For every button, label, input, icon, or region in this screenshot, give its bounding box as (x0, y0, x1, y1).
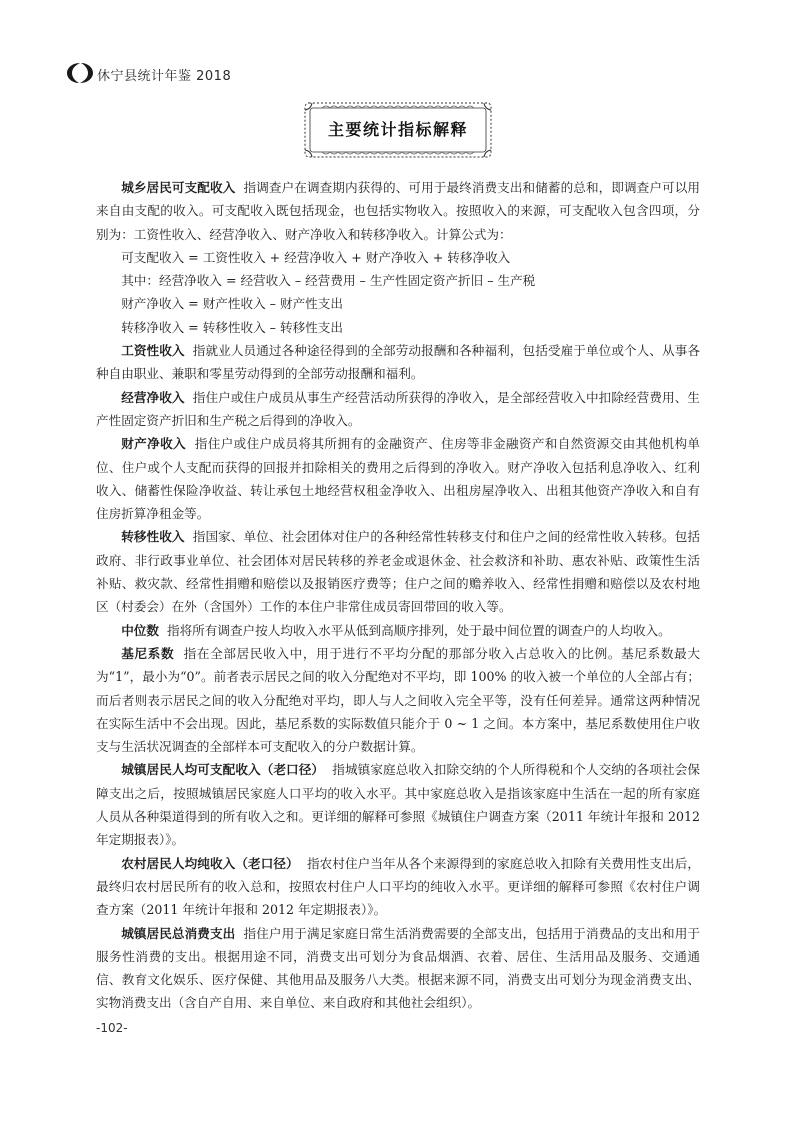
paragraph-text: 转移净收入 = 转移性收入 – 转移性支出 (121, 319, 343, 335)
paragraph-text: 财产净收入 = 财产性收入 – 财产性支出 (121, 296, 343, 312)
paragraph-text: 指住户或住户成员将其所拥有的金融资产、住房等非金融资产和自然资源交由其他机构单位、住户或个人支配而获得的回报并扣除相关的费用之后得到的净收入。财产净收入包括利息净收入、红利收入、储蓄性保险净收益、转让承包土地经营权租金净收入、出租房屋净收入、出租其他资产净收入和自有住房折算净租金等。 (96, 436, 701, 522)
page-header (66, 60, 366, 86)
section-title-frame (302, 100, 494, 160)
paragraph (96, 642, 700, 758)
term-heading: 经营净收入 (121, 389, 185, 405)
yearbook-logo-icon (66, 61, 94, 89)
main-content (96, 176, 700, 1015)
page-number: -102- (96, 1021, 128, 1035)
term-heading: 工资性收入 (121, 343, 185, 359)
yearbook-title: 休宁县统计年鉴 2018 (97, 69, 232, 84)
term-heading: 基尼系数 (121, 645, 175, 661)
formula-line (96, 316, 700, 339)
paragraph (96, 176, 700, 246)
paragraph (96, 339, 700, 386)
formula-line (96, 292, 700, 315)
term-heading: 城镇居民总消费支出 (121, 925, 236, 941)
paragraph (96, 619, 700, 642)
paragraph (96, 386, 700, 433)
term-heading: 城乡居民可支配收入 (121, 180, 236, 195)
term-heading: 财产净收入 (121, 436, 187, 452)
paragraph (96, 852, 700, 922)
paragraph-text: 指在全部居民收入中，用于进行不平均分配的那部分收入占总收入的比例。基尼系数最大为“1”，最小为“0”。前者表示居民之间的收入分配绝对不平均，即 100% 的收入被一个单位的人全部占有；而后者则表示居民之间的收入分配绝对平均，即人与人之间收入完全平等，没有任何差异。通常这两种情况在实际生活中不会出现。因此，基尼系数的实际数值只能介于 0 ~ 1 之间。本方案中，基尼系数使用住户收支与生活状况调查的全部样本可支配收入的分户数据计算。 (96, 645, 701, 755)
paragraph (96, 525, 700, 618)
paragraph-text: 指将所有调查户按人均收入水平从低到高顺序排列，处于最中间位置的调查户的人均收入。 (166, 622, 671, 638)
term-heading: 农村居民人均纯收入（老口径） (121, 855, 299, 871)
paragraph (96, 432, 700, 525)
paragraph (96, 758, 700, 851)
formula-line (96, 246, 700, 269)
paragraph-text: 指国家、单位、社会团体对住户的各种经常性转移支付和住户之间的经常性收入转移。包括政府、非行政事业单位、社会团体对居民转移的养老金或退休金、社会救济和补助、惠农补贴、政策性生活补贴、救灾款、经常性捐赠和赔偿以及报销医疗费等；住户之间的赡养收入、经常性捐赠和赔偿以及农村地区（村委会）在外（含国外）工作的本住户非常住成员寄回带回的收入等。 (96, 529, 701, 615)
paragraph-text: 指城镇家庭总收入扣除交纳的个人所得税和个人交纳的各项社会保障支出之后，按照城镇居民家庭人口平均的收入水平。其中家庭总收入是指该家庭中生活在一起的所有家庭人员从各种渠道得到的所有收入之和。更详细的解释可参照《城镇住户调查方案（2011 年统计年报和 2012 年定期报表）》。 (96, 762, 700, 848)
paragraph-text: 指农村住户当年从各个来源得到的家庭总收入扣除有关费用性支出后，最终归农村居民所有的收入总和，按照农村住户人口平均的纯收入水平。更详细的解释可参照《农村住户调查方案（2011 年统计年报和 2012 年定期报表）》。 (96, 855, 701, 918)
section-title: 主要统计指标解释 (327, 120, 468, 139)
paragraph (96, 922, 700, 1015)
term-heading: 城镇居民人均可支配收入（老口径） (121, 762, 325, 778)
term-heading: 中位数 (121, 622, 159, 638)
paragraph-text: 其中：经营净收入 = 经营收入 – 经营费用 – 生产性固定资产折旧 – 生产税 (121, 273, 536, 289)
paragraph-text: 指住户或住户成员从事生产经营活动所获得的净收入，是全部经营收入中扣除经营费用、生产性固定资产折旧和生产税之后得到的净收入。 (96, 389, 701, 428)
term-heading: 转移性收入 (121, 529, 185, 545)
paragraph-text: 指调查户在调查期内获得的、可用于最终消费支出和储蓄的总和，即调查户可以用来自由支配的收入。可支配收入既包括现金，也包括实物收入。按照收入的来源，可支配收入包含四项，分别为：工资性收入、经营净收入、财产净收入和转移净收入。计算公式为： (96, 180, 701, 242)
paragraph-text: 可支配收入 = 工资性收入 + 经营净收入 + 财产净收入 + 转移净收入 (121, 249, 511, 265)
paragraph-text: 指住户用于满足家庭日常生活消费需要的全部支出，包括用于消费品的支出和用于服务性消费的支出。根据用途不同，消费支出可划分为食品烟酒、衣着、居住、生活用品及服务、交通通信、教育文化娱乐、医疗保健、其他用品及服务八大类。根据来源不同，消费支出可划分为现金消费支出、实物消费支出（含自产自用、来自单位、来自政府和其他社会组织）。 (96, 925, 701, 1011)
formula-line (96, 269, 700, 292)
paragraph-text: 指就业人员通过各种途径得到的全部劳动报酬和各种福利，包括受雇于单位或个人、从事各种自由职业、兼职和零星劳动得到的全部劳动报酬和福利。 (96, 343, 701, 382)
